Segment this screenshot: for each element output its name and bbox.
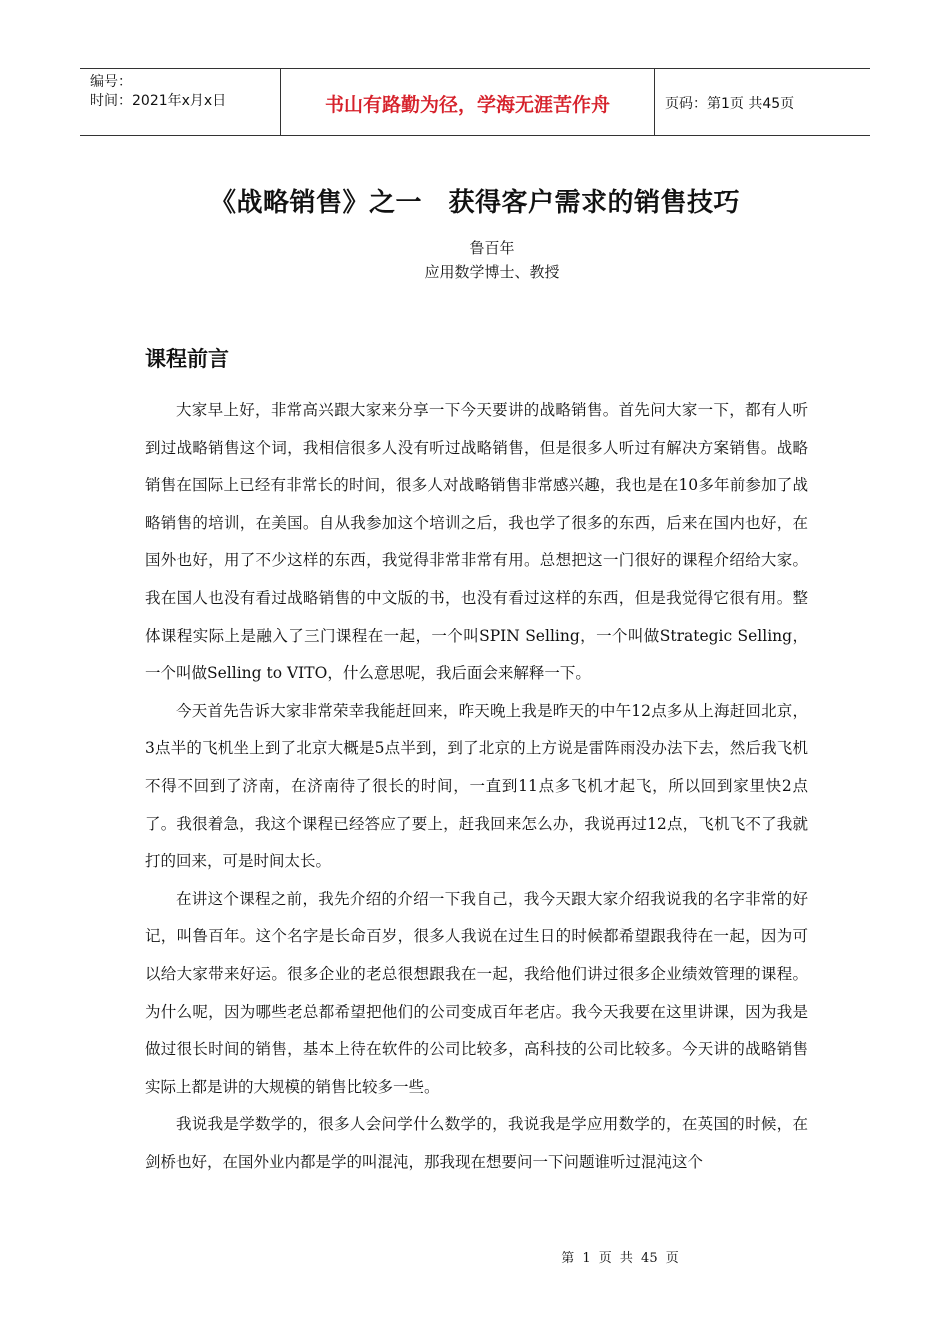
paragraph: 我说我是学数学的，很多人会问学什么数学的，我说我是学应用数学的，在英国的时候，在剑桥也好，在国外业内都是学的叫混沌，那我现在想要问一下问题谁听过混沌这个 — [145, 1115, 808, 1171]
page-info-text: 页码：第1页 共45页 — [665, 96, 795, 112]
author-title: 应用数学博士、教授 — [424, 263, 560, 281]
author-name: 鲁百年 — [469, 239, 515, 257]
motto-text: 书山有路勤为径，学海无涯苦作舟 — [324, 94, 610, 116]
header-meta-cell — [80, 69, 281, 135]
body-text — [145, 392, 808, 1181]
paragraph: 在讲这个课程之前，我先介绍的介绍一下我自己，我今天跟大家介绍我说我的名字非常的好记，叫鲁百年。这个名字是长命百岁，很多人我说在过生日的时候都希望跟我待在一起，因为可以给大家带来好运。很多企业的老总很想跟我在一起，我给他们讲过很多企业绩效管理的课程。为什么呢，因为哪些老总都希望把他们的公司变成百年老店。我今天我要在这里讲课，因为我是做过很长时间的销售，基本上待在软件的公司比较多，高科技的公司比较多。今天讲的战略销售实际上都是讲的大规模的销售比较多一些。 — [145, 889, 808, 1096]
time-label: 时间：2021年x月x日 — [90, 93, 227, 109]
motto-cell — [281, 69, 655, 135]
paragraph: 大家早上好，非常高兴跟大家来分享一下今天要讲的战略销售。首先问大家一下，都有人听到过战略销售这个词，我相信很多人没有听过战略销售，但是很多人听过有解决方案销售。战略销售在国际上已经有非常长的时间，很多人对战略销售非常感兴趣，我也是在10多年前参加了战略销售的培训，在美国。自从我参加这个培训之后，我也学了很多的东西，后来在国内也好，在国外也好，用了不少这样的东西，我觉得非常非常有用。总想把这一门很好的课程介绍给大家。我在国人也没有看过战略销售的中文版的书，也没有看过这样的东西，但是我觉得它很有用。整体课程实际上是融入了三门课程在一起，一个叫SPIN Selling，一个叫做Strategic Selling，一个叫做Selling to VITO，什么意思呢，我后面会来解释一下。 — [145, 401, 808, 683]
section-heading: 课程前言 — [145, 347, 229, 371]
number-label: 编号： — [90, 74, 132, 90]
page-footer: 第 1 页 共 45 页 — [561, 1251, 679, 1266]
document-title: 《战略销售》之一 获得客户需求的销售技巧 — [209, 188, 740, 218]
document-header — [80, 68, 870, 136]
page-info-cell — [655, 69, 870, 135]
paragraph: 今天首先告诉大家非常荣幸我能赶回来，昨天晚上我是昨天的中午12点多从上海赶回北京，3点半的飞机坐上到了北京大概是5点半到，到了北京的上方说是雷阵雨没办法下去，然后我飞机不得不回到了济南，在济南待了很长的时间，一直到11点多飞机才起飞，所以回到家里快2点了。我很着急，我这个课程已经答应了要上，赶我回来怎么办，我说再过12点，飞机飞不了我就打的回来，可是时间太长。 — [145, 701, 808, 871]
